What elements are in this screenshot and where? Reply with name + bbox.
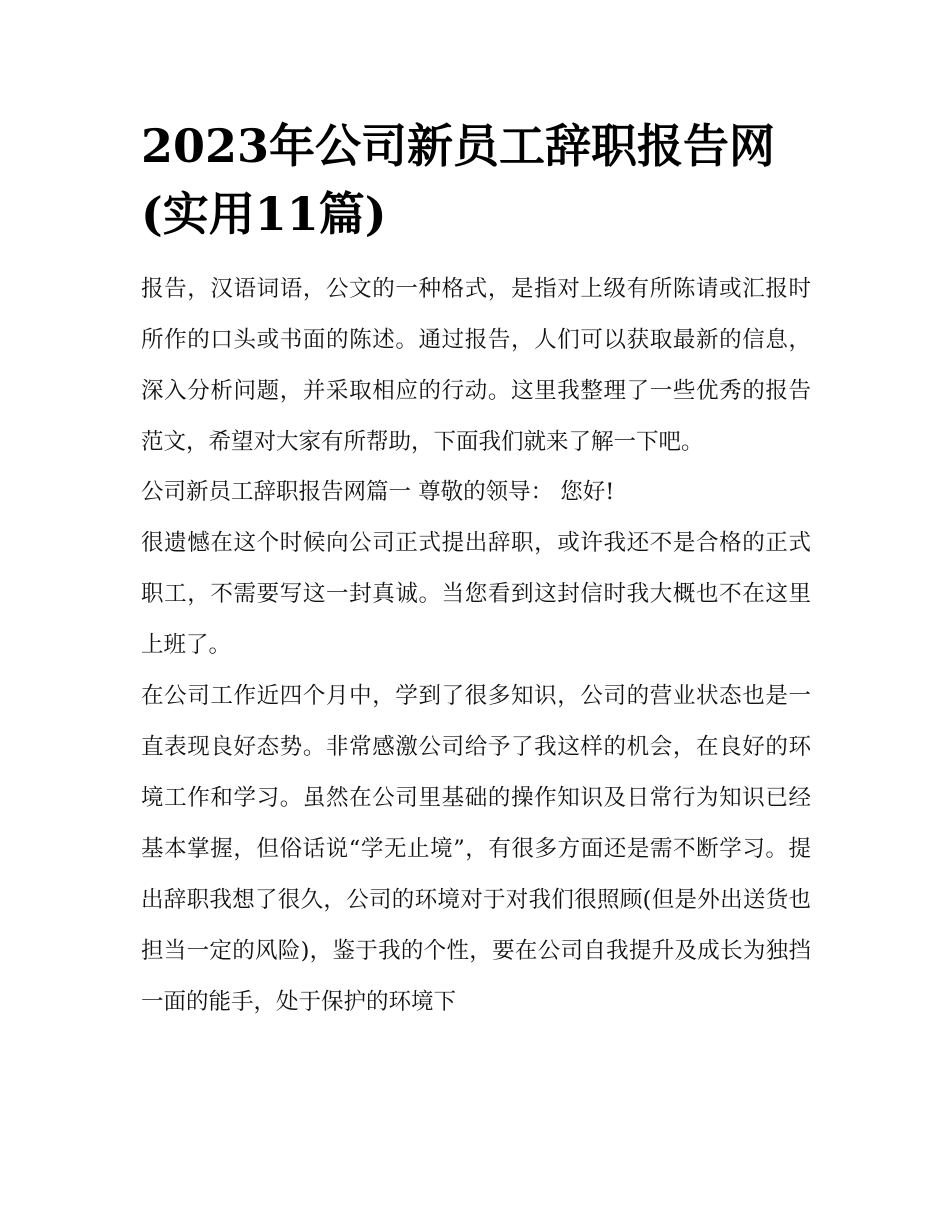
title-line-1: 2023年公司新员工辞职报告网 <box>141 119 776 173</box>
intro-paragraph: 报告，汉语词语，公文的一种格式，是指对上级有所陈请或汇报时所作的口头或书面的陈述。通过报告，人们可以获取最新的信息，深入分析问题，并采取相应的行动。这里我整理了一些优秀的报告范文，希望对大家有所帮助，下面我们就来了解一下吧。 <box>141 276 811 455</box>
body-paragraph: 很遗憾在这个时候向公司正式提出辞职，或许我还不是合格的正式职工，不需要写这一封真诚。当您看到这封信时我大概也不在这里上班了。 <box>141 530 811 658</box>
body-paragraph: 在公司工作近四个月中，学到了很多知识，公司的营业状态也是一直表现良好态势。非常感激公司给予了我这样的机会，在良好的环境工作和学习。虽然在公司里基础的操作知识及日常行为知识已经基本掌握，但俗话说“学无止境”，有很多方面还是需不断学习。提出辞职我想了很久，公司的环境对于对我们很照顾(但是外出送货也担当一定的风险)，鉴于我的个性，要在公司自我提升及成长为独挡一面的能手，处于保护的环境下 <box>141 683 811 1015</box>
title-line-2: (实用11篇) <box>141 187 387 241</box>
document-content <box>141 112 811 1028</box>
section-heading-paragraph: 公司新员工辞职报告网篇一 尊敬的领导： 您好! <box>141 479 615 505</box>
document-title <box>141 112 811 248</box>
document-body <box>141 264 811 1028</box>
